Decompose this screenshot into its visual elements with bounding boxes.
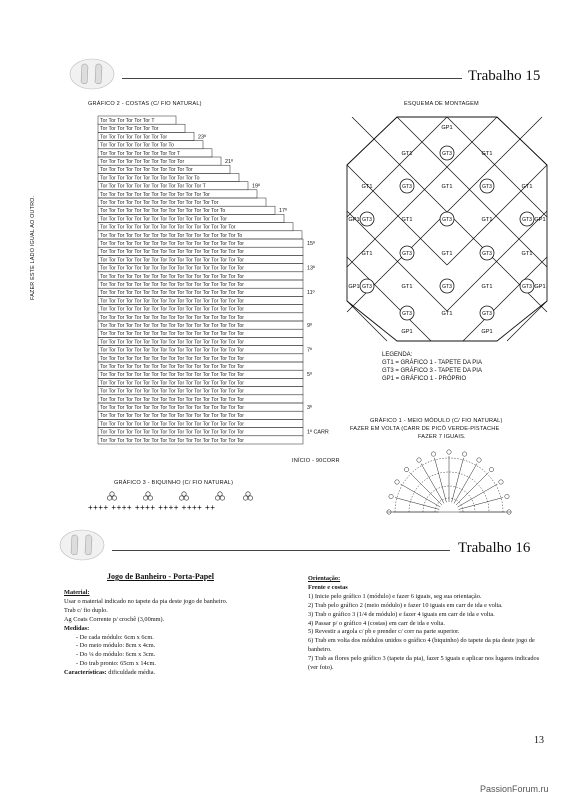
esquema-node-label: GT3 [482, 184, 492, 190]
grafico2-row-stitches: Tor Tor Tor Tor Tor Tor Tor Tor Tor Tor Tor Tor Tor Tor Tor Tor Tor [100, 273, 245, 280]
esquema-node-label: GT3 [362, 217, 372, 223]
grafico2-row-stitches: Tor Tor Tor Tor Tor Tor Tor [100, 126, 159, 133]
grafico3-pattern: ++++ ++++ ++++ ++++ ++++ ++ [88, 503, 216, 512]
grafico2-row-label: 11º [307, 290, 315, 297]
frente-heading: Frente e costas [308, 583, 348, 591]
grafico1-picot [505, 494, 509, 498]
esquema-cell-label: GP1 [348, 217, 360, 223]
esquema-node-label: GT3 [442, 151, 452, 157]
grafico1-spoke [435, 458, 447, 502]
grafico3-picot [248, 496, 252, 500]
grafico3-picot [243, 496, 247, 500]
esquema-cell-label: GT1 [481, 217, 493, 223]
esquema-cell-label: GT1 [521, 184, 533, 190]
grafico2-row-stitches: Tor Tor Tor Tor Tor Tor Tor Tor Tor Tor Tor Tor Tor Tor Tor Tor Tor [100, 396, 245, 403]
grafico2-row-label: 21º [225, 159, 233, 165]
grafico1-picot [499, 480, 503, 484]
grafico1-spoke [459, 498, 503, 510]
step-4: 4) Passar p/ o gráfico 4 (costas) em carr de ida e volta. [308, 619, 445, 627]
grafico2-row-stitches: Tor Tor Tor Tor Tor Tor Tor Tor Tor Tor Tor Tor Tor Tor Tor Tor Tor [100, 331, 245, 338]
grafico1-picot [477, 458, 481, 462]
grafico2-row-stitches: Tor Tor Tor Tor Tor Tor Tor Tor Tor Tor Tor Tor Tor Tor Tor Tor To [100, 232, 243, 239]
grafico2-row-stitches: Tor Tor Tor Tor Tor Tor Tor Tor [100, 134, 168, 141]
grafico2-row-stitches: Tor Tor Tor Tor Tor Tor Tor Tor Tor Tor Tor Tor Tor Tor Tor Tor Tor [100, 282, 245, 288]
grafico1-spoke [454, 464, 477, 504]
esquema-node-label: GT3 [482, 251, 492, 257]
grafico2-row-stitches: Tor Tor Tor Tor Tor Tor T [100, 118, 155, 124]
grafico2-row-stitches: Tor Tor Tor Tor Tor Tor Tor Tor Tor Tor Tor Tor Tor Tor Tor Tor Tor [100, 372, 245, 379]
grafico2-row-stitches: Tor Tor Tor Tor Tor Tor Tor Tor Tor Tor Tor Tor Tor Tor Tor Tor Tor [100, 355, 245, 362]
grafico2-row-stitches: Tor Tor Tor Tor Tor Tor Tor Tor Tor Tor Tor Tor Tor Tor Tor Tor Tor [100, 380, 245, 387]
esquema-node-label: GT3 [402, 184, 412, 190]
grafico2-row-stitches: Tor Tor Tor Tor Tor Tor Tor Tor Tor Tor Tor Tor Tor Tor Tor Tor Tor [100, 323, 245, 329]
esquema-node-label: GT3 [442, 217, 452, 223]
grafico3-picot [246, 492, 250, 496]
grafico2-row-stitches: Tor Tor Tor Tor Tor Tor Tor Tor Tor Tor Tor Tor Tor Tor Tor Tor Tor [100, 265, 245, 272]
esquema-node-label: GT3 [522, 284, 532, 290]
esquema-cell-label: GT1 [441, 184, 453, 190]
material-heading: Material: [64, 589, 90, 596]
grafico1-spoke [401, 484, 441, 507]
grafico2-row-stitches: Tor Tor Tor Tor Tor Tor Tor Tor Tor Tor Tor Tor Tor Tor Tor Tor Tor [100, 298, 245, 305]
esquema-cell-label: GT1 [361, 184, 373, 190]
esquema-node-label: GT3 [442, 284, 452, 290]
grafico2-row-stitches: Tor Tor Tor Tor Tor Tor Tor Tor Tor Tor Tor Tor Tor Tor Tor Tor Tor [100, 339, 245, 346]
grafico3-picot [110, 492, 114, 496]
esquema-cell-label: GP1 [441, 125, 453, 131]
grafico2-row-stitches: Tor Tor Tor Tor Tor Tor Tor Tor Tor Tor Tor Tor Tor Tor Tor Tor Tor [100, 314, 245, 321]
grafico2-row-stitches: Tor Tor Tor Tor Tor Tor Tor Tor Tor Tor Tor Tor Tor Tor To [100, 208, 226, 215]
footer-watermark: PassionForum.ru [480, 784, 549, 794]
material-line-3: Ag Coats Corrente p/ crochê (3,00mm). [64, 615, 165, 623]
grafico3-picot [184, 496, 188, 500]
legend-item-1: GT1 = GRÁFICO 1 - TAPETE DA PIA [382, 360, 482, 366]
grafico2-row-stitches: Tor Tor Tor Tor Tor Tor Tor Tor Tor Tor Tor Tor T [100, 183, 206, 190]
grafico2-row-stitches: Tor Tor Tor Tor Tor Tor Tor Tor Tor Tor [100, 159, 185, 165]
medidas-line-4: - Do trab pronto: 65cm x 14cm. [76, 660, 156, 668]
grafico2-row-stitches: Tor Tor Tor Tor Tor Tor Tor Tor Tor Tor Tor Tor Tor Tor Tor Tor Tor [100, 413, 245, 420]
medidas-line-2: - Do meio módulo: 8cm x 4cm. [76, 642, 156, 650]
grafico3-picot [215, 496, 219, 500]
grafico2-row-label: 9º [307, 323, 312, 329]
esquema-cell-label: GT1 [361, 251, 373, 257]
step-7: 7) Trab as flores pelo gráfico 3 (tapete da pia), fazer 5 iguais e aplicar nos lugares indicados (ver foto). [308, 655, 540, 672]
grafico3-picot [218, 492, 222, 496]
esquema-node-label: GT3 [402, 251, 412, 257]
grafico2-row-stitches: Tor Tor Tor Tor Tor Tor Tor Tor Tor Tor Tor Tor Tor Tor Tor Tor Tor [100, 306, 245, 313]
esquema-cell-label: GP1 [481, 329, 493, 335]
medidas-line-3: - Do ¼ do módulo: 6cm x 3cm. [76, 651, 156, 659]
grafico2-row-label: 13º [307, 265, 315, 272]
header-rule-top [122, 78, 462, 79]
grafico1-spoke [452, 458, 464, 502]
grafico3-picot [182, 492, 186, 496]
grafico3-picot [220, 496, 224, 500]
caracteristicas-value: dificuldade média. [108, 669, 156, 677]
esquema-cell-label: GT1 [401, 217, 413, 223]
grafico1-spoke [395, 498, 439, 510]
grafico2-row-stitches: Tor Tor Tor Tor Tor Tor Tor Tor Tor Tor Tor Tor Tor Tor Tor Tor Tor [100, 241, 245, 247]
grafico2-row-stitches: Tor Tor Tor Tor Tor Tor Tor Tor Tor Tor Tor Tor Tor Tor Tor Tor Tor [100, 290, 245, 297]
caracteristicas-heading: Características: [64, 669, 107, 677]
right-column [308, 575, 540, 673]
esquema-cell-label: GT1 [401, 284, 413, 290]
page-number: 13 [534, 735, 544, 746]
grafico1-spoke [456, 472, 489, 505]
esquema-diagram [342, 113, 552, 343]
grafico2-row-stitches: Tor Tor Tor Tor Tor Tor Tor Tor Tor Tor Tor Tor Tor Tor [100, 200, 219, 206]
esquema-title: ESQUEMA DE MONTAGEM [404, 101, 479, 107]
left-column [64, 589, 294, 678]
grafico2-row-stitches: Tor Tor Tor Tor Tor Tor Tor Tor Tor Tor Tor Tor Tor Tor Tor Tor Tor [100, 257, 245, 264]
grafico1-picot [489, 467, 493, 471]
esquema-node-label: GT3 [362, 284, 372, 290]
grafico3-picot [112, 496, 116, 500]
grafico1-spoke [421, 464, 444, 504]
grafico2-row-label: 3º [307, 405, 312, 411]
grafico2-row-stitches: Tor Tor Tor Tor Tor Tor Tor Tor Tor Tor Tor [100, 167, 193, 174]
grafico3-picot [179, 496, 183, 500]
grafico2-row-stitches: Tor Tor Tor Tor Tor Tor Tor Tor Tor Tor Tor Tor Tor Tor Tor Tor Tor [100, 347, 245, 354]
grafico3-picot [107, 496, 111, 500]
article-title: Jogo de Banheiro - Porta-Papel [107, 572, 214, 581]
material-line-2: Trab c/ fio duplo. [64, 606, 108, 614]
grafico1-picot [462, 452, 466, 456]
grafico2-row-stitches: Tor Tor Tor Tor Tor Tor Tor Tor Tor Tor Tor Tor Tor Tor Tor Tor Tor [100, 388, 245, 395]
grafico1-subtitle: FAZER EM VOLTA (CARR DE PICÔ VERDE-PISTACHE [350, 426, 500, 432]
grafico2-row-stitches: Tor Tor Tor Tor Tor Tor Tor Tor To [100, 142, 174, 149]
grafico2-chart [90, 112, 329, 457]
grafico2-start-label: INÍCIO - 90CORR [292, 458, 340, 464]
grafico1-title: GRÁFICO 1 - MEIO MÓDULO (C/ FIO NATURAL) [370, 418, 503, 424]
grafico2-row-stitches: Tor Tor Tor Tor Tor Tor Tor Tor Tor Tor Tor To [100, 175, 200, 182]
medidas-line-1: - De cada módulo: 6cm x 6cm. [76, 633, 154, 641]
grafico3-picot [148, 496, 152, 500]
grafico1-fan-chart [384, 440, 514, 520]
grafico1-picot [404, 467, 408, 471]
grafico2-row-stitches: Tor Tor Tor Tor Tor Tor Tor Tor Tor Tor Tor Tor Tor Tor Tor Tor Tor [100, 437, 245, 444]
legend-item-3: GP1 = GRÁFICO 1 - PRÓPRIO [382, 376, 467, 382]
grafico2-row-label: 1º CARR [307, 429, 329, 436]
grafico2-row-stitches: Tor Tor Tor Tor Tor Tor Tor Tor Tor Tor Tor Tor Tor [100, 191, 210, 198]
grafico2-row-stitches: Tor Tor Tor Tor Tor Tor Tor Tor Tor Tor Tor Tor Tor Tor Tor Tor [100, 224, 236, 231]
esquema-cell-label: GT1 [521, 251, 533, 257]
section-title-top: Trabalho 15 [468, 68, 541, 84]
header-rule-bottom [112, 550, 450, 551]
caracteristicas [64, 669, 294, 678]
grafico2-row-stitches: Tor Tor Tor Tor Tor Tor Tor Tor Tor T [100, 150, 181, 157]
grafico1-spoke [458, 484, 498, 507]
orientacao-heading: Orientação: [308, 575, 341, 582]
grafico1-note: FAZER 7 IGUAIS. [418, 434, 466, 440]
esquema-cell-label: GT1 [441, 251, 453, 257]
esquema-cell-label: GP1 [348, 284, 360, 290]
esquema-cell-label: GT1 [441, 311, 453, 317]
legend-item-2: GT3 = GRÁFICO 3 - TAPETE DA PIA [382, 368, 482, 374]
grafico2-title: GRÁFICO 2 - COSTAS (C/ FIO NATURAL) [88, 101, 202, 107]
brand-logo-top [68, 57, 116, 91]
grafico2-side-note: FAZER ESTE LADO IGUAL AO OUTRO. [30, 195, 36, 300]
grafico1-picot [395, 480, 399, 484]
grafico2-row-label: 17º [279, 208, 287, 215]
grafico2-row-stitches: Tor Tor Tor Tor Tor Tor Tor Tor Tor Tor Tor Tor Tor Tor Tor Tor Tor [100, 405, 245, 411]
brand-logo-bottom [58, 528, 106, 562]
grafico3-title: GRÁFICO 3 - BIQUINHO (C/ FIO NATURAL) [114, 480, 234, 486]
esquema-cell-label: GP1 [534, 217, 546, 223]
grafico2-row-label: 19º [252, 183, 260, 190]
esquema-node-label: GT3 [482, 311, 492, 317]
grafico3-picot [143, 496, 147, 500]
section-title-bottom: Trabalho 16 [458, 540, 531, 556]
grafico3-picot [146, 492, 150, 496]
esquema-cell-label: GT1 [401, 151, 413, 157]
grafico1-picot [431, 452, 435, 456]
grafico2-row-stitches: Tor Tor Tor Tor Tor Tor Tor Tor Tor Tor Tor Tor Tor Tor Tor [100, 216, 227, 223]
legend-title: LEGENDA: [382, 352, 413, 358]
grafico3-picot-row [84, 488, 264, 518]
grafico2-row-stitches: Tor Tor Tor Tor Tor Tor Tor Tor Tor Tor Tor Tor Tor Tor Tor Tor Tor [100, 421, 245, 428]
grafico2-row-label: 15º [307, 241, 315, 247]
esquema-cell-label: GP1 [401, 329, 413, 335]
grafico1-picot [417, 458, 421, 462]
esquema-node-label: GT3 [522, 217, 532, 223]
step-1: 1) Inicie pelo gráfico 1 (módulo) e fazer 6 iguais, seg sua orientação. [308, 592, 482, 600]
step-5: 5) Revestir a argola c/ pb e prender c/ corr na parte superior. [308, 628, 460, 636]
grafico2-row-stitches: Tor Tor Tor Tor Tor Tor Tor Tor Tor Tor Tor Tor Tor Tor Tor Tor Tor [100, 429, 245, 436]
esquema-node-label: GT3 [402, 311, 412, 317]
grafico1-picot [447, 450, 451, 454]
grafico2-row-stitches: Tor Tor Tor Tor Tor Tor Tor Tor Tor Tor Tor Tor Tor Tor Tor Tor Tor [100, 364, 245, 370]
step-6: 6) Trab em volta dos módulos unidos o gráfico 4 (biquinho) do tapete da pia deste jogo de banheiro. [308, 637, 535, 654]
grafico2-row-stitches: Tor Tor Tor Tor Tor Tor Tor Tor Tor Tor Tor Tor Tor Tor Tor Tor Tor [100, 249, 245, 256]
esquema-cell-label: GP1 [534, 284, 546, 290]
grafico2-row-label: 7º [307, 347, 312, 354]
esquema-cell-label: GT1 [481, 284, 493, 290]
medidas-heading: Medidas: [64, 624, 90, 632]
material-line-1: Usar o material indicado no tapete da pia deste jogo de banheiro. [64, 597, 228, 605]
step-3: 3) Trab o gráfico 3 (1/4 de módulo) e fazer 4 iguais em carr de ida e volta. [308, 610, 495, 618]
grafico1-picot [389, 494, 393, 498]
esquema-cell-label: GT1 [481, 151, 493, 157]
grafico2-row-label: 23º [198, 134, 206, 141]
grafico2-row-label: 5º [307, 372, 312, 379]
step-2: 2) Trab pelo gráfico 2 (meio módulo) e fazer 10 iguais em carr de ida e volta. [308, 601, 503, 609]
